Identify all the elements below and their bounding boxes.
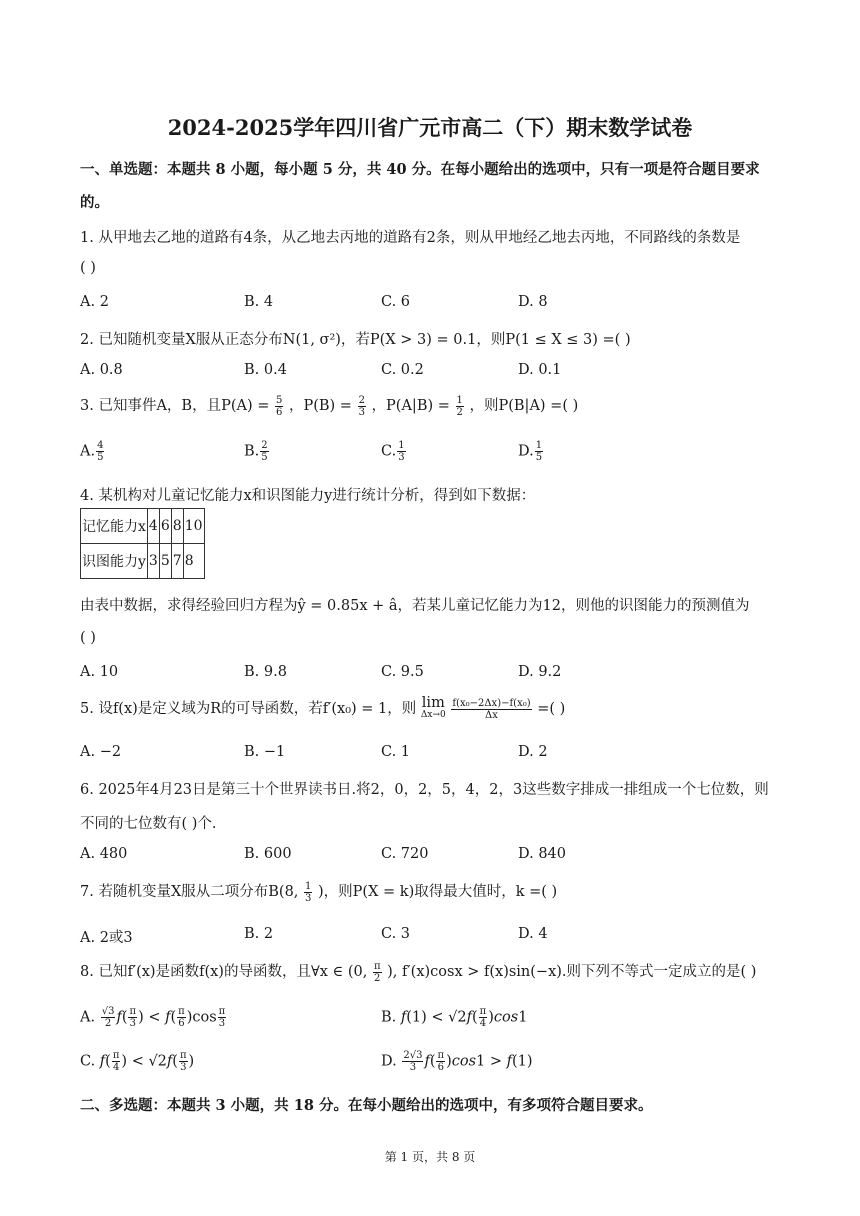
- page-footer: 第 1 页，共 8 页: [384, 1150, 476, 1164]
- q3-option-a: A. $\frac{4}{5}$: [80, 440, 104, 463]
- q3-stem-mid1: ，P(B) =: [288, 398, 352, 414]
- q5-option-a: A. −2: [80, 744, 122, 760]
- q7-option-a: A. 2或3: [80, 930, 133, 946]
- q5-limit: lim Δx→0: [420, 695, 446, 720]
- q1-option-a: A. 2: [80, 294, 109, 310]
- q5-stem-suffix: =( ): [537, 701, 566, 717]
- q6-stem-cont: 不同的七位数有( )个.: [80, 816, 217, 832]
- q3-option-d: D. $\frac{1}{5}$: [518, 440, 543, 463]
- q4-follow-cont: ( ): [80, 630, 96, 646]
- table-cell: 8: [171, 509, 183, 544]
- q1-option-d: D. 8: [518, 294, 548, 310]
- q6-option-a: A. 480: [80, 846, 128, 862]
- q1-option-c: C. 6: [381, 294, 411, 310]
- table-cell: 识图能力y: [81, 544, 148, 579]
- q8-stem-suffix: ), f′(x)cosx > f(x)sin(−x).则下列不等式一定成立的是( ): [387, 964, 757, 980]
- q4-stem: 4. 某机构对儿童记忆能力x和识图能力y进行统计分析，得到如下数据：: [80, 488, 536, 504]
- q8-option-d: D. $\frac{2√3}{3}$ f( $\frac{\pi}{6}$ )cos1 > f(1): [381, 1050, 533, 1073]
- q7-stem-prefix: 7. 若随机变量X服从二项分布B(8,: [80, 884, 299, 900]
- q6-option-c: C. 720: [381, 846, 429, 862]
- table-cell: 7: [171, 544, 183, 579]
- q3-pa-fraction: $\frac{5}{6}$: [275, 394, 283, 418]
- q2-option-c: C. 0.2: [381, 362, 424, 378]
- page-title: 2024-2025学年四川省广元市高二（下）期末数学试卷: [167, 115, 693, 140]
- section-2-heading: 二、多选题：本题共 3 小题，共 18 分。在每小题给出的选项中，有多项符合题目要求。: [80, 1097, 653, 1114]
- q3-pab-fraction: $\frac{1}{2}$: [456, 394, 463, 418]
- section-1-heading: 一、单选题：本题共 8 小题，每小题 5 分，共 40 分。在每小题给出的选项中，只有一项是符合题目要求: [80, 161, 760, 178]
- q3-stem-mid2: ，P(A|B) =: [371, 398, 450, 414]
- q8-option-a: A. $\frac{√3}{2}$ f( $\frac{\pi}{3}$ ) < f( $\frac{\pi}{6}$ )cos $\frac{\pi}{3}$: [80, 1006, 226, 1029]
- q7-option-b: B. 2: [244, 926, 274, 942]
- table-row: [81, 509, 205, 544]
- table-row: [81, 544, 205, 579]
- q3-stem: [80, 394, 578, 418]
- q2-stem: 2. 已知随机变量X服从正态分布N(1, σ²)，若P(X > 3) = 0.1，则P(1 ≤ X ≤ 3) =( ): [80, 332, 631, 348]
- q4-option-a: A. 10: [80, 664, 119, 680]
- q3-option-b: B. $\frac{2}{5}$: [244, 440, 268, 463]
- table-cell: 记忆能力x: [81, 509, 148, 544]
- q2-option-a: A. 0.8: [80, 362, 123, 378]
- q2-option-b: B. 0.4: [244, 362, 287, 378]
- table-cell: 3: [147, 544, 159, 579]
- q5-stem: [80, 697, 565, 721]
- q4-follow: 由表中数据，求得经验回归方程为ŷ = 0.85x + â，若某儿童记忆能力为12，则他的识图能力的预测值为: [80, 598, 750, 614]
- q2-option-d: D. 0.1: [518, 362, 562, 378]
- q7-option-d: D. 4: [518, 926, 548, 942]
- q1-option-b: B. 4: [244, 294, 274, 310]
- table-cell: 6: [159, 509, 171, 544]
- section-1-heading-cont: 的。: [80, 194, 109, 211]
- q5-option-d: D. 2: [518, 744, 548, 760]
- q7-fraction: $\frac{1}{3}$: [305, 880, 312, 904]
- q4-option-c: C. 9.5: [381, 664, 424, 680]
- q4-option-d: D. 9.2: [518, 664, 562, 680]
- q8-option-c: C. f( $\frac{\pi}{4}$ ) < √2f( $\frac{\pi}{3}$ ): [80, 1050, 195, 1073]
- q3-stem-suffix: ，则P(B|A) =( ): [469, 398, 579, 414]
- q6-stem: 6. 2025年4月23日是第三十个世界读书日.将2，0，2，5，4，2，3这些数字排成一排组成一个七位数，则: [80, 782, 769, 798]
- q7-stem-suffix: )，则P(X = k)取得最大值时，k =( ): [318, 884, 558, 900]
- q5-stem-prefix: 5. 设f(x)是定义域为R的可导函数，若f′(x₀) = 1，则: [80, 701, 417, 717]
- q8-stem-prefix: 8. 已知f′(x)是函数f(x)的导函数，且∀x ∈ (0,: [80, 964, 368, 980]
- table-cell: 4: [147, 509, 159, 544]
- q8-fraction: $\frac{\pi}{2}$: [373, 960, 381, 984]
- q4-option-b: B. 9.8: [244, 664, 287, 680]
- q3-option-c: C. $\frac{1}{3}$: [381, 440, 405, 463]
- q1-stem-cont: ( ): [80, 260, 96, 276]
- q1-stem: 1. 从甲地去乙地的道路有4条，从乙地去丙地的道路有2条，则从甲地经乙地去丙地，不同路线的条数是: [80, 230, 741, 246]
- q3-pb-fraction: $\frac{2}{3}$: [358, 394, 365, 418]
- q8-stem: [80, 960, 756, 984]
- q6-option-d: D. 840: [518, 846, 567, 862]
- q8-option-b: B. f(1) < √2f( $\frac{\pi}{4}$ )cos1: [381, 1006, 528, 1029]
- q4-data-table: [80, 508, 205, 579]
- q5-option-b: B. −1: [244, 744, 286, 760]
- q3-stem-prefix: 3. 已知事件A，B，且P(A) =: [80, 398, 270, 414]
- table-cell: 5: [159, 544, 171, 579]
- q7-option-c: C. 3: [381, 926, 411, 942]
- q7-stem: [80, 880, 557, 904]
- q5-option-c: C. 1: [381, 744, 411, 760]
- table-cell: 10: [183, 509, 204, 544]
- q5-fraction: $\frac{\text{f(x₀−2Δx)−f(x₀)}}{\Delta x}$: [452, 697, 531, 721]
- q6-option-b: B. 600: [244, 846, 292, 862]
- table-cell: 8: [183, 544, 204, 579]
